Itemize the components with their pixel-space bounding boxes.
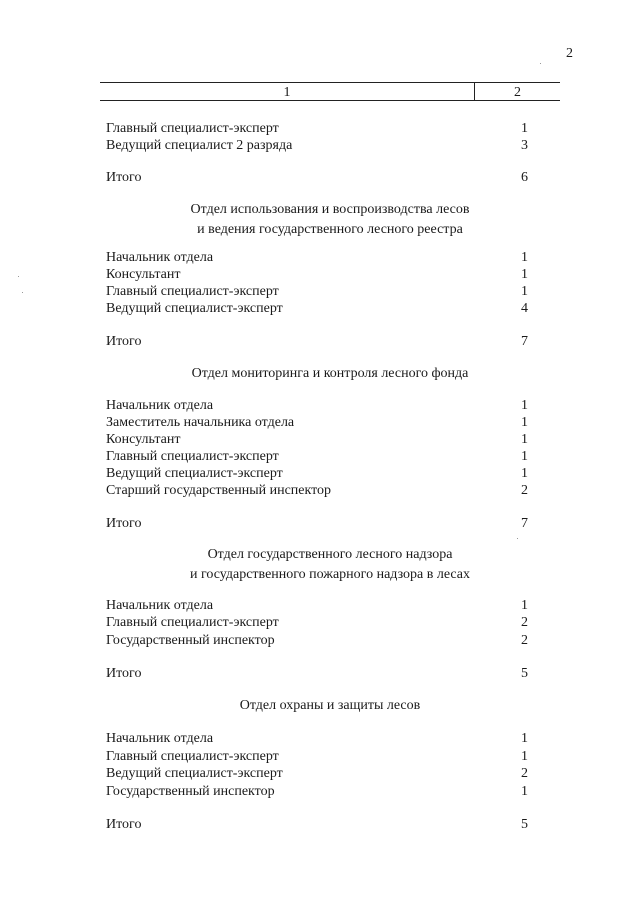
position-name: Начальник отдела: [106, 598, 214, 613]
table-row: [106, 597, 528, 614]
section-title-line: Отдел государственного лесного надзора: [207, 547, 453, 562]
position-count: 2: [521, 633, 528, 648]
total-row: [106, 333, 528, 350]
position-count: 1: [521, 784, 528, 799]
position-name: Главный специалист-эксперт: [106, 615, 279, 630]
scan-speck: [22, 292, 23, 293]
section-title: [100, 696, 560, 716]
section-title-line: и государственного пожарного надзора в лесах: [189, 567, 470, 582]
scan-speck: [517, 538, 518, 539]
table-row: [106, 448, 528, 465]
position-name: Заместитель начальника отдела: [106, 415, 295, 430]
position-count: 1: [521, 284, 528, 299]
position-name: Начальник отдела: [106, 250, 214, 265]
total-value: 7: [521, 334, 528, 349]
table-row: [106, 397, 528, 414]
position-name: Консультант: [106, 432, 181, 447]
position-name: Ведущий специалист-эксперт: [106, 766, 283, 781]
table-row: [106, 730, 528, 747]
total-value: 6: [521, 170, 528, 185]
table-row: [106, 137, 528, 154]
total-label: Итого: [106, 666, 142, 681]
position-name: Государственный инспектор: [106, 633, 275, 648]
header-col-1: 1: [283, 85, 291, 100]
table-row: [106, 120, 528, 137]
position-name: Государственный инспектор: [106, 784, 275, 799]
position-count: 2: [521, 615, 528, 630]
table-row: [106, 482, 528, 499]
position-name: Консультант: [106, 267, 181, 282]
position-count: 1: [521, 415, 528, 430]
position-name: Ведущий специалист-эксперт: [106, 301, 283, 316]
section-title: [100, 364, 560, 384]
header-col-2: 2: [514, 85, 521, 100]
scan-speck: [540, 63, 541, 64]
position-count: 1: [521, 250, 528, 265]
position-count: 4: [521, 301, 528, 316]
section-title: [100, 200, 560, 240]
section-title-line: Отдел использования и воспроизводства лесов: [190, 202, 470, 217]
table-header: [100, 82, 560, 102]
table-row: [106, 765, 528, 782]
position-count: 1: [521, 121, 528, 136]
total-label: Итого: [106, 170, 142, 185]
total-row: [106, 665, 528, 682]
table-row: [106, 300, 528, 317]
section-title-line: и ведения государственного лесного реестра: [197, 222, 463, 237]
position-count: 1: [521, 449, 528, 464]
total-value: 5: [521, 817, 528, 832]
position-count: 1: [521, 749, 528, 764]
section-title-line: Отдел охраны и защиты лесов: [239, 698, 421, 713]
position-count: 1: [521, 267, 528, 282]
page-number: 2: [566, 46, 573, 61]
table-row: [106, 266, 528, 283]
table-row: [106, 748, 528, 765]
position-name: Старший государственный инспектор: [106, 483, 332, 498]
position-name: Главный специалист-эксперт: [106, 449, 279, 464]
total-label: Итого: [106, 516, 142, 531]
position-count: 1: [521, 398, 528, 413]
position-name: Начальник отдела: [106, 731, 214, 746]
position-name: Главный специалист-эксперт: [106, 284, 279, 299]
position-count: 1: [521, 432, 528, 447]
position-count: 3: [521, 138, 528, 153]
position-name: Ведущий специалист 2 разряда: [106, 138, 293, 153]
position-name: Главный специалист-эксперт: [106, 121, 279, 136]
table-row: [106, 783, 528, 800]
total-row: [106, 169, 528, 186]
section-title: [100, 545, 560, 585]
total-value: 7: [521, 516, 528, 531]
header-top-rule: [100, 82, 560, 83]
table-row: [106, 614, 528, 631]
table-row: [106, 414, 528, 431]
table-row: [106, 249, 528, 266]
position-count: 2: [521, 483, 528, 498]
total-row: [106, 816, 528, 833]
table-row: [106, 465, 528, 482]
position-name: Главный специалист-эксперт: [106, 749, 279, 764]
scan-speck: [18, 276, 19, 277]
position-count: 1: [521, 731, 528, 746]
table-row: [106, 632, 528, 649]
total-value: 5: [521, 666, 528, 681]
total-label: Итого: [106, 334, 142, 349]
table-row: [106, 431, 528, 448]
total-label: Итого: [106, 817, 142, 832]
position-name: Начальник отдела: [106, 398, 214, 413]
position-count: 1: [521, 466, 528, 481]
table-row: [106, 283, 528, 300]
position-count: 2: [521, 766, 528, 781]
section-title-line: Отдел мониторинга и контроля лесного фонда: [191, 366, 469, 381]
total-row: [106, 515, 528, 532]
position-name: Ведущий специалист-эксперт: [106, 466, 283, 481]
position-count: 1: [521, 598, 528, 613]
